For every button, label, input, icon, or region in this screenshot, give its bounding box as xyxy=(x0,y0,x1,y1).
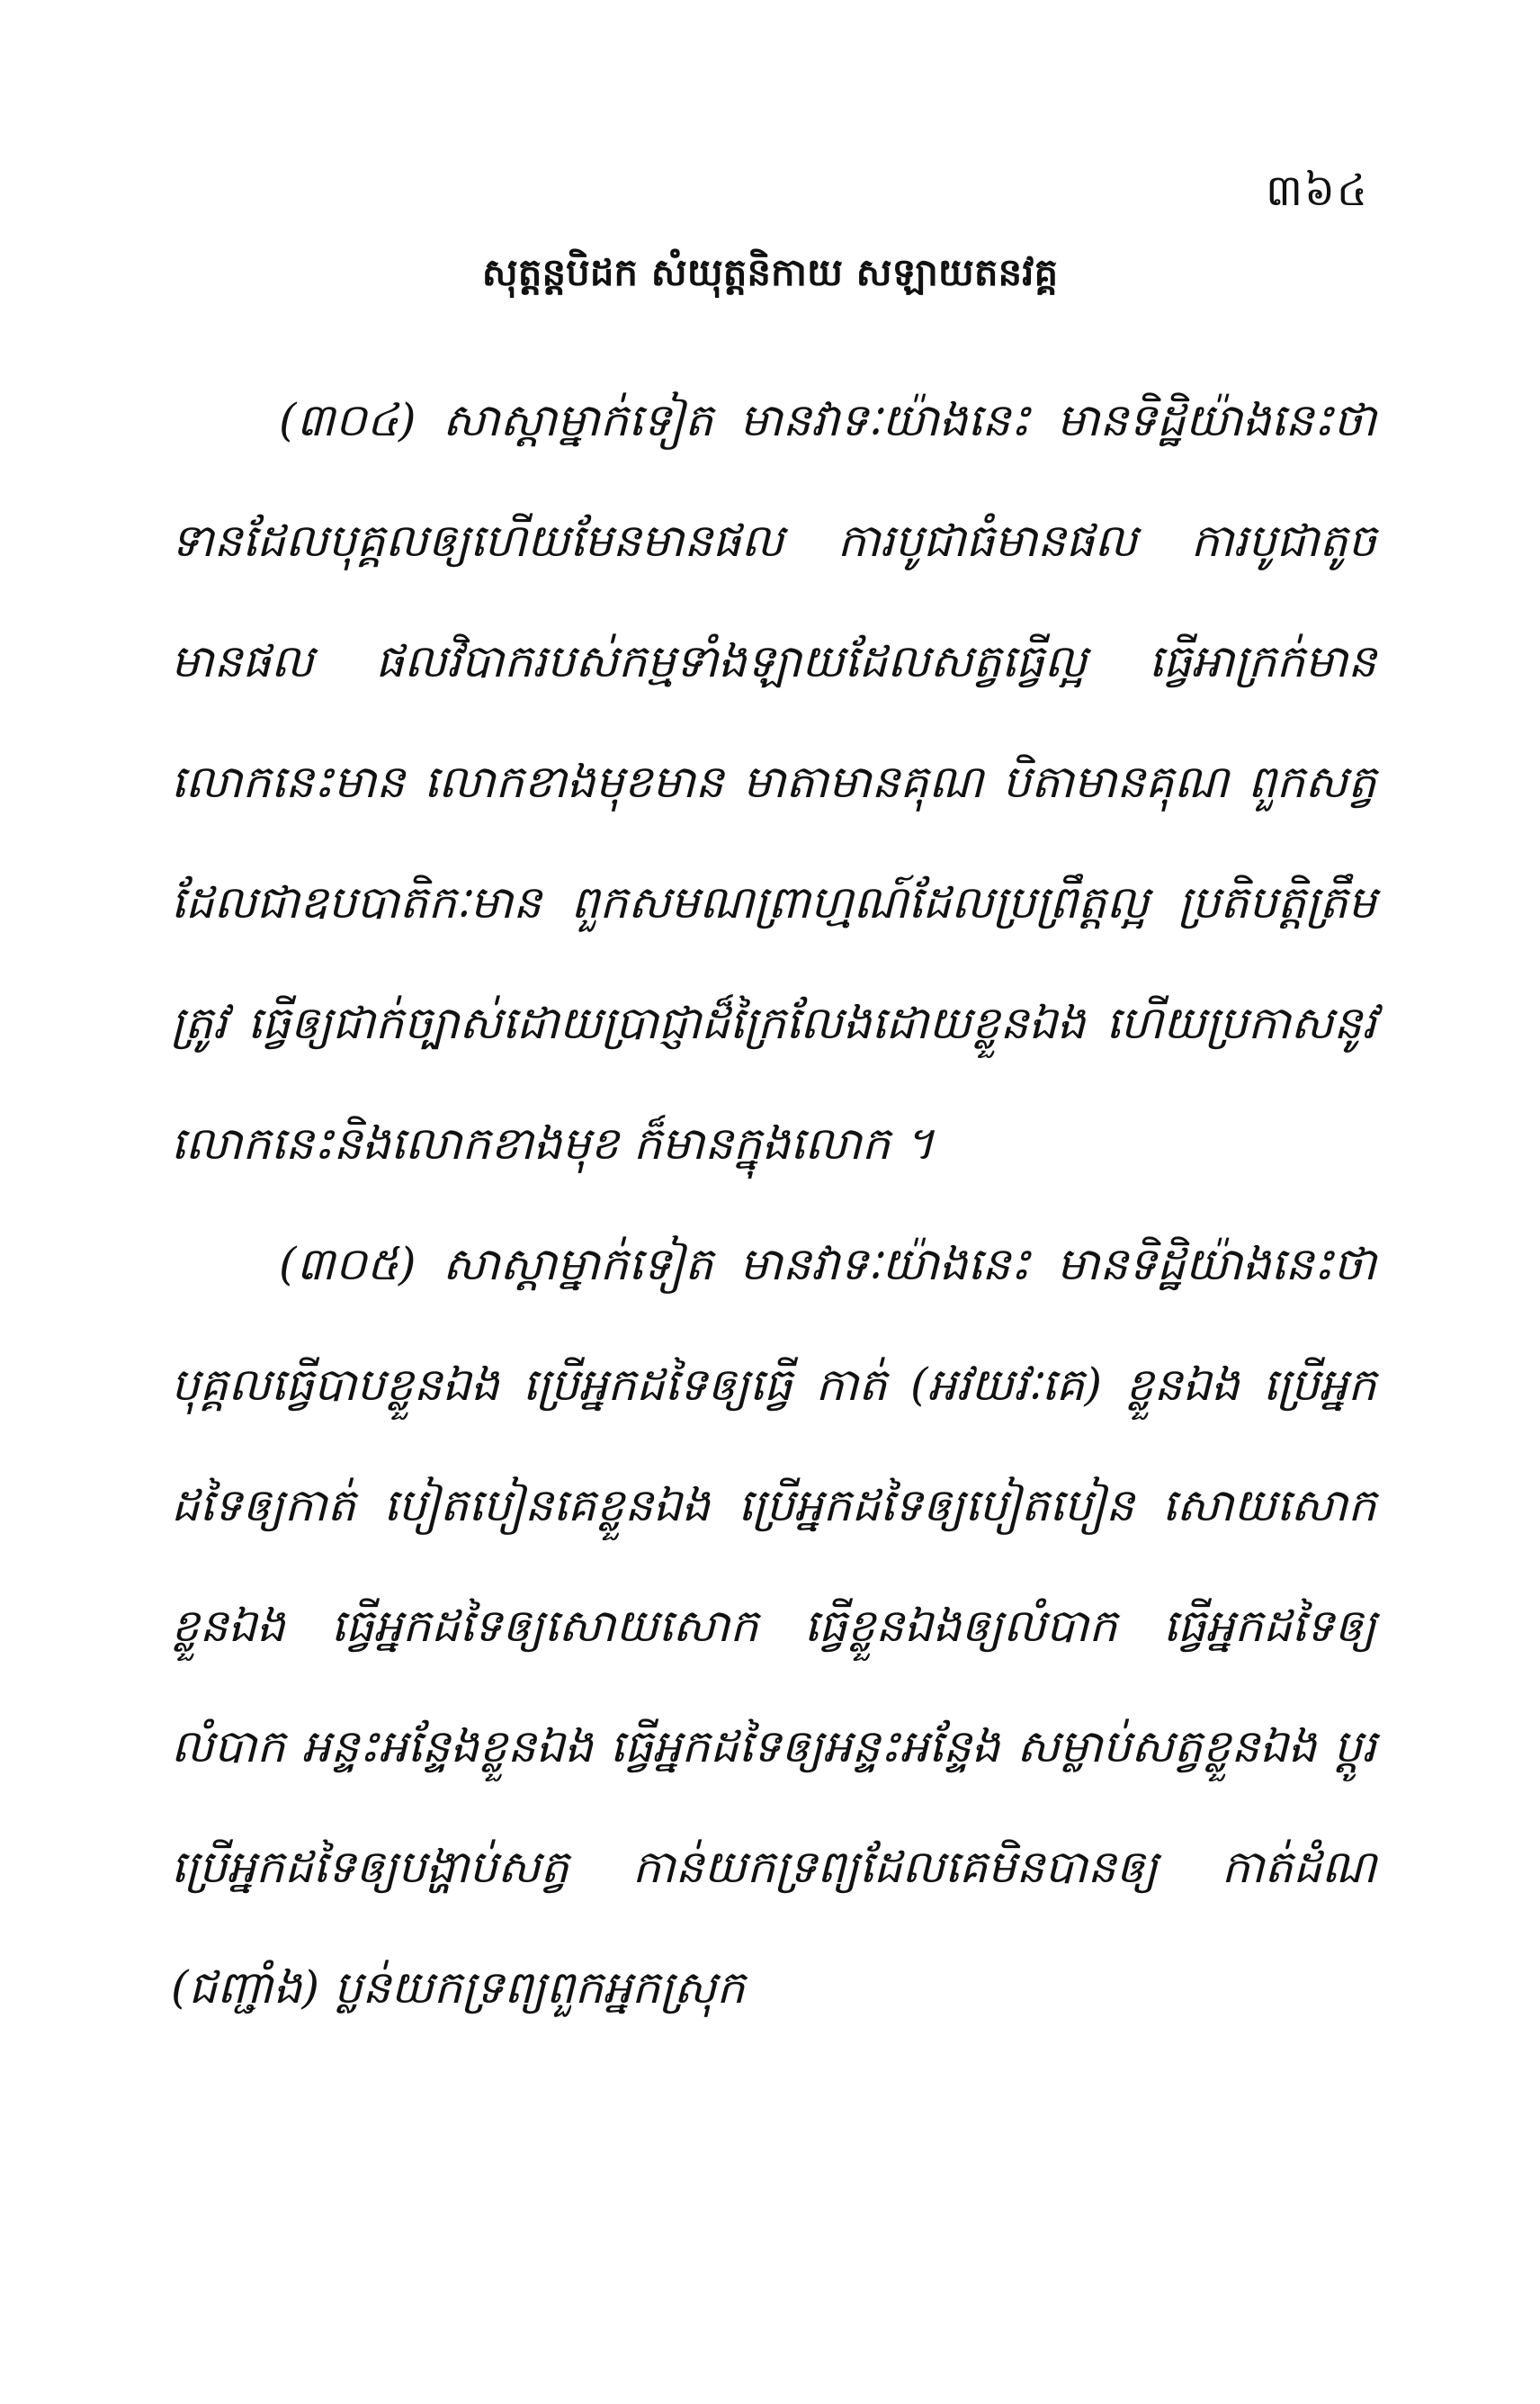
paragraph-304: (៣០៤) សាស្តាម្នាក់ទៀត មានវាទៈយ៉ាងនេះ មានទិដ្ឋិយ៉ាងនេះថា ទានដែលបុគ្គលឲ្យហើយមែនមានផល ការបូជាធំមានផល ការបូជាតូចមានផល ផលវិបាករបស់កម្មទាំងឡាយដែលសត្វធ្វើល្អ ធ្វើអាក្រក់មាន លោកនេះមាន លោកខាងមុខមាន មាតាមានគុណ បិតាមានគុណ ពួកសត្វដែលជាឧបបាតិកៈមាន ពួកសមណព្រាហ្មណ៍ដែលប្រព្រឹត្តល្អ ប្រតិបត្តិត្រឹមត្រូវ ធ្វើឲ្យជាក់ច្បាស់ដោយប្រាជ្ញាដ៏ក្រៃលែងដោយខ្លួនឯង ហើយប្រកាសនូវលោកនេះនិងលោកខាងមុខ ក៏មានក្នុងលោក ។ xyxy=(171,394,1376,1170)
page-number: ៣៦៤ xyxy=(1266,166,1369,216)
body-text xyxy=(171,360,1376,2048)
running-header: សុត្តន្តបិដក សំយុត្តនិកាយ សឡាយតនវគ្គ xyxy=(481,250,1059,294)
paragraph-305: (៣០៥) សាស្តាម្នាក់ទៀត មានវាទៈយ៉ាងនេះ មានទិដ្ឋិយ៉ាងនេះថា បុគ្គលធ្វើបាបខ្លួនឯង ប្រើអ្នកដទៃឲ្យធ្វើ កាត់ (អវយវៈគេ) ខ្លួនឯង ប្រើអ្នកដទៃឲ្យកាត់ បៀតបៀនគេខ្លួនឯង ប្រើអ្នកដទៃឲ្យបៀតបៀន សោយសោកខ្លួនឯង ធ្វើអ្នកដទៃឲ្យសោយសោក ធ្វើខ្លួនឯងឲ្យលំបាក ធ្វើអ្នកដទៃឲ្យលំបាក អន្ទះអន្ទែងខ្លួនឯង ធ្វើអ្នកដទៃឲ្យអន្ទះអន្ទែង សម្លាប់សត្វខ្លួនឯង ប្តូរប្រើអ្នកដទៃឲ្យបង្ហាប់សត្វ កាន់យកទ្រព្យដែលគេមិនបានឲ្យ កាត់ដំណ (ជញ្ជាំង) ប្លន់យកទ្រព្យពួកអ្នកស្រុក xyxy=(171,1238,1376,2014)
